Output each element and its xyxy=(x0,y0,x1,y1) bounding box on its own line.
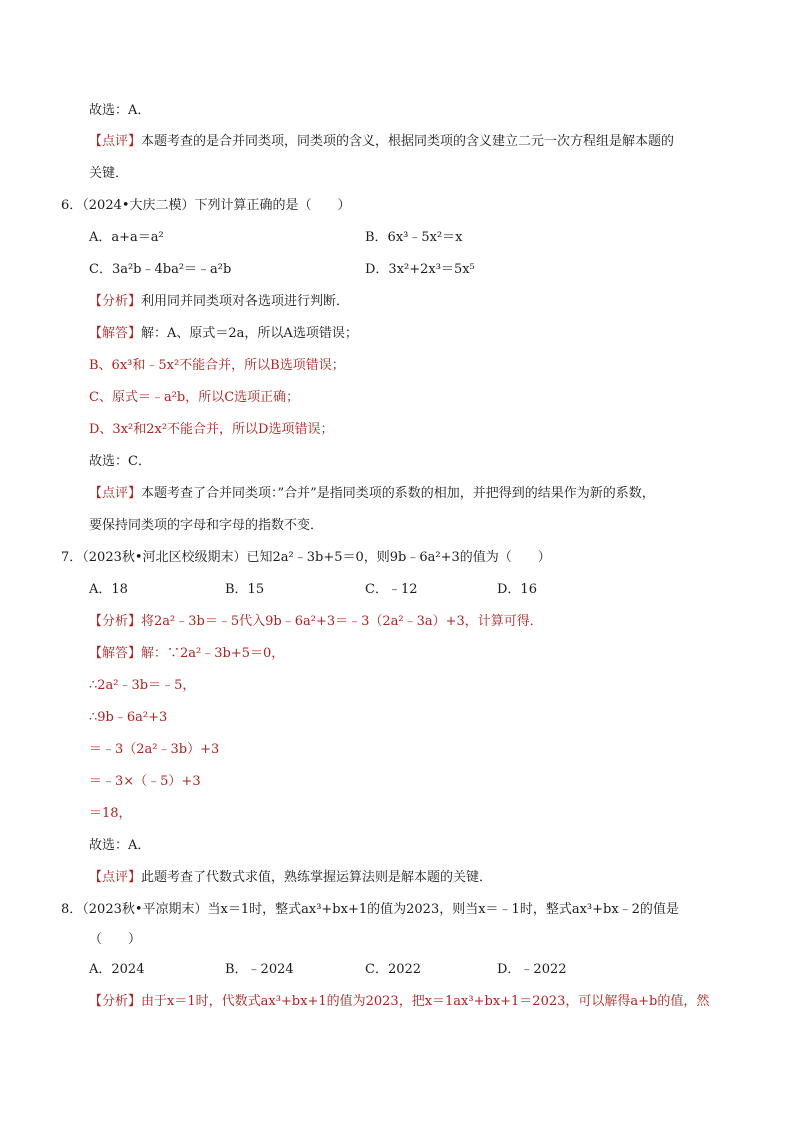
q7-option-d: D．16 xyxy=(497,582,537,597)
q8-stem: 8．（2023秋•平凉期末）当x＝1时，整式ax³+bx+1的值为2023，则当x＝﹣1时，整式ax³+bx﹣2的值是 xyxy=(61,902,679,917)
q6-analysis xyxy=(89,292,349,312)
comment-text: 本题考查的是合并同类项，同类项的含义，根据同类项的含义建立二元一次方程组是解本题的 xyxy=(141,134,675,149)
q7-step-5: ＝﹣3×（﹣5）+3 xyxy=(89,774,201,789)
analysis-text: 由于x＝1时，代数式ax³+bx+1的值为2023，把x＝1ax³+bx+1＝2023，可以解得a+b的值，然 xyxy=(141,994,710,1009)
comment-text: 此题考查了代数式求值，熟练掌握运算法则是解本题的关键． xyxy=(141,870,493,885)
q6-option-a: A．a+a＝a² xyxy=(89,230,164,245)
q7-answer: 故选：A． xyxy=(89,838,151,853)
q8-analysis xyxy=(89,992,709,1012)
q7-stem: 7．（2023秋•河北区校级期末）已知2a²﹣3b+5＝0，则9b﹣6a²+3的值为（ ） xyxy=(61,550,551,565)
q7-solution xyxy=(89,644,284,664)
analysis-tag: 【分析】 xyxy=(89,614,142,629)
analysis-text: 利用同并同类项对各选项进行判断． xyxy=(141,294,350,309)
q7-step-6: ＝18， xyxy=(89,806,132,821)
q6-solution-d: D、3x²和2x²不能合并，所以D选项错误； xyxy=(89,422,334,437)
prev-comment xyxy=(89,132,674,152)
q7-option-b: B．15 xyxy=(225,582,265,597)
comment-tag: 【点评】 xyxy=(89,134,142,149)
q6-comment-cont: 要保持同类项的字母和字母的指数不变． xyxy=(89,518,324,533)
comment-text: 本题考查了合并同类项：”合并”是指同类项的系数的相加，并把得到的结果作为新的系数， xyxy=(141,486,655,501)
solution-tag: 【解答】 xyxy=(89,326,142,341)
q7-step-4: ＝﹣3（2a²﹣3b）+3 xyxy=(89,742,220,757)
comment-tag: 【点评】 xyxy=(89,486,142,501)
q7-option-c: C．﹣12 xyxy=(365,582,418,597)
q8-option-b: B．﹣2024 xyxy=(225,962,294,977)
prev-answer: 故选：A． xyxy=(89,103,151,118)
q8-option-a: A．2024 xyxy=(89,962,145,977)
analysis-tag: 【分析】 xyxy=(89,994,142,1009)
q7-step-2: ∴2a²﹣3b＝﹣5， xyxy=(89,678,196,693)
q7-option-a: A．18 xyxy=(89,582,128,597)
q6-option-b: B．6x³﹣5x²＝x xyxy=(365,230,463,245)
q6-solution xyxy=(89,324,358,344)
analysis-tag: 【分析】 xyxy=(89,294,142,309)
q8-stem-cont: （ ） xyxy=(89,932,142,947)
q6-answer: 故选：C． xyxy=(89,454,151,469)
analysis-text: 将2a²﹣3b＝﹣5代入9b﹣6a²+3＝﹣3（2a²﹣3a）+3，计算可得． xyxy=(141,614,543,629)
solution-tag: 【解答】 xyxy=(89,646,142,661)
solution-text: 解：A、原式＝2a，所以A选项错误； xyxy=(141,326,358,341)
q7-step-3: ∴9b﹣6a²+3 xyxy=(89,710,168,725)
q6-solution-c: C、原式＝﹣a²b，所以C选项正确； xyxy=(89,390,300,405)
solution-text: 解：∵2a²﹣3b+5＝0， xyxy=(141,646,285,661)
q6-option-d: D．3x²+2x³＝5x⁵ xyxy=(365,262,475,277)
q8-option-d: D．﹣2022 xyxy=(497,962,567,977)
q6-comment xyxy=(89,484,655,504)
q7-comment xyxy=(89,868,492,888)
comment-tag: 【点评】 xyxy=(89,870,142,885)
q7-analysis xyxy=(89,612,543,632)
q6-stem: 6．（2024•大庆二模）下列计算正确的是（ ） xyxy=(61,198,351,213)
q6-option-c: C．3a²b﹣4ba²＝﹣a²b xyxy=(89,262,232,277)
prev-comment-cont: 关键． xyxy=(89,166,129,181)
q6-solution-b: B、6x³和﹣5x²不能合并，所以B选项错误； xyxy=(89,358,345,373)
q8-option-c: C．2022 xyxy=(365,962,422,977)
